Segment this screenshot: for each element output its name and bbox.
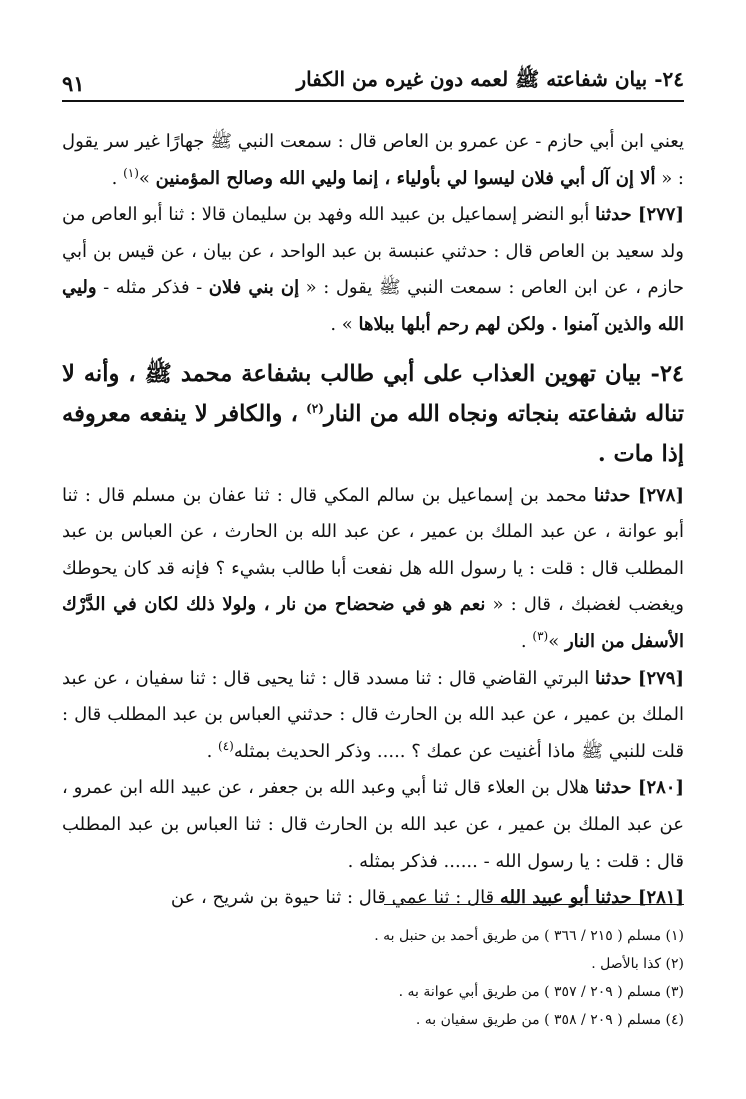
footnote-4: (٤) مسلم ( ٢٠٩ / ٣٥٨ ) من طريق سفيان به . bbox=[415, 1012, 684, 1028]
paragraph-continuation bbox=[62, 124, 684, 197]
text-run: . bbox=[206, 740, 219, 762]
running-title: ٢٤- بيان شفاعته ﷺ لعمه دون غيره من الكفار bbox=[296, 67, 684, 91]
hadith-281 bbox=[62, 880, 684, 917]
chapter-heading-text-after: ، والكافر لا ينفعه معروفه إذا مات . bbox=[62, 400, 684, 467]
hadith-279 bbox=[62, 661, 684, 771]
hadith-278 bbox=[62, 478, 684, 661]
hadith-quote: ألا إن آل أبي فلان ليسوا لي بأولياء ، إنما وليي الله وصالح المؤمنين bbox=[155, 167, 656, 189]
hadith-number: [٢٨١] حدثنا bbox=[595, 887, 684, 909]
text-run: يعني ابن أبي حازم - عن عمرو بن العاص قال : سمعت النبي ﷺ جهارًا غير سر يقول : « bbox=[62, 131, 684, 189]
hadith-277 bbox=[62, 197, 684, 343]
text-run: » . bbox=[330, 313, 359, 335]
text-run: » bbox=[548, 630, 565, 652]
isnad-text: محمد بن إسماعيل بن سالم المكي قال : ثنا عفان بن مسلم قال : ثنا أبو عوانة ، عن عبد الملك بن عمير ، عن عبد الله بن الحارث ، عن العباس بن عبد المطلب قال : قلت : يا رسول الله هل نفعت أبا طالب بشيء ؟ فإنه قد كان يحوطك ويغضب لغضبك ، قال : « bbox=[62, 484, 684, 616]
footnote-1: (١) مسلم ( ٢١٥ / ٣٦٦ ) من طريق أحمد بن حنبل به . bbox=[374, 928, 684, 944]
hadith-number: [٢٧٩] حدثنا bbox=[595, 667, 684, 689]
hadith-quote: إن بني فلان bbox=[208, 277, 300, 299]
text-run: - فذكر مثله - bbox=[96, 277, 209, 299]
page-body bbox=[62, 124, 684, 917]
footnotes bbox=[62, 922, 684, 1034]
hadith-280 bbox=[62, 770, 684, 880]
page-number: ٩١ bbox=[62, 71, 85, 96]
hadith-quote: وليي الله والذين آمنوا . ولكن لهم رحم أبلها ببلاها bbox=[62, 277, 684, 335]
hadith-quote: نعم هو في ضحضاح من نار ، ولولا ذلك لكان في الدَّرْك الأسفل من النار bbox=[62, 594, 684, 652]
text-run: . bbox=[111, 167, 124, 189]
narrator-name: أبو عبيد الله bbox=[499, 887, 596, 909]
footnote-2: (٢) كذا بالأصل . bbox=[591, 956, 684, 972]
isnad-text: البرتي القاضي قال : ثنا مسدد قال : ثنا يحيى قال : ثنا سفيان ، عن عبد الملك بن عمير ، عن عبد الله بن الحارث قال : حدثني العباس بن عبد المطلب قال : قلت للنبي ﷺ ماذا أغنيت عن عمك ؟ ..... وذكر الحديث بمثله bbox=[62, 667, 684, 762]
isnad-text: قال : ثنا عمي قال : ثنا حيوة بن شريح ، عن bbox=[170, 887, 500, 909]
hadith-number: [٢٧٨] حدثنا bbox=[593, 484, 684, 506]
footnote-ref[interactable]: (١) bbox=[123, 165, 139, 180]
chapter-heading bbox=[62, 354, 684, 474]
chapter-heading-text: ٢٤- بيان تهوين العذاب على أبي طالب بشفاعة محمد ﷺ ، وأنه لا تناله شفاعته بنجاته ونجاه الله من النار bbox=[62, 360, 684, 427]
text-run: » bbox=[138, 167, 156, 189]
footnote-ref[interactable]: (٢) bbox=[306, 401, 324, 416]
hadith-number: [٢٨٠] حدثنا bbox=[595, 777, 684, 799]
isnad-text: هلال بن العلاء قال ثنا أبي وعبد الله بن جعفر ، عن عبيد الله ابن عمرو ، عن عبد الملك بن عمير ، عن عبد الله بن الحارث قال : ثنا العباس بن عبد المطلب قال : قلت : يا رسول الله - ...... فذكر بمثله . bbox=[62, 777, 684, 872]
footnote-ref[interactable]: (٤) bbox=[218, 738, 234, 753]
page-header bbox=[62, 60, 684, 102]
footnote-ref[interactable]: (٣) bbox=[532, 628, 549, 643]
footnote-divider bbox=[384, 904, 684, 905]
text-run: . bbox=[520, 630, 533, 652]
hadith-number: [٢٧٧] حدثنا bbox=[595, 204, 684, 226]
footnote-3: (٣) مسلم ( ٢٠٩ / ٣٥٧ ) من طريق أبي عوانة به . bbox=[398, 984, 684, 1000]
isnad-text: أبو النضر إسماعيل بن عبيد الله وفهد بن سليمان قالا : ثنا أبو العاص من ولد سعيد بن العاص قال : حدثني عنبسة بن عبد الواحد ، عن بيان ، عن قيس بن أبي حازم ، عن ابن العاص : سمعت النبي ﷺ يقول : « bbox=[62, 204, 684, 299]
